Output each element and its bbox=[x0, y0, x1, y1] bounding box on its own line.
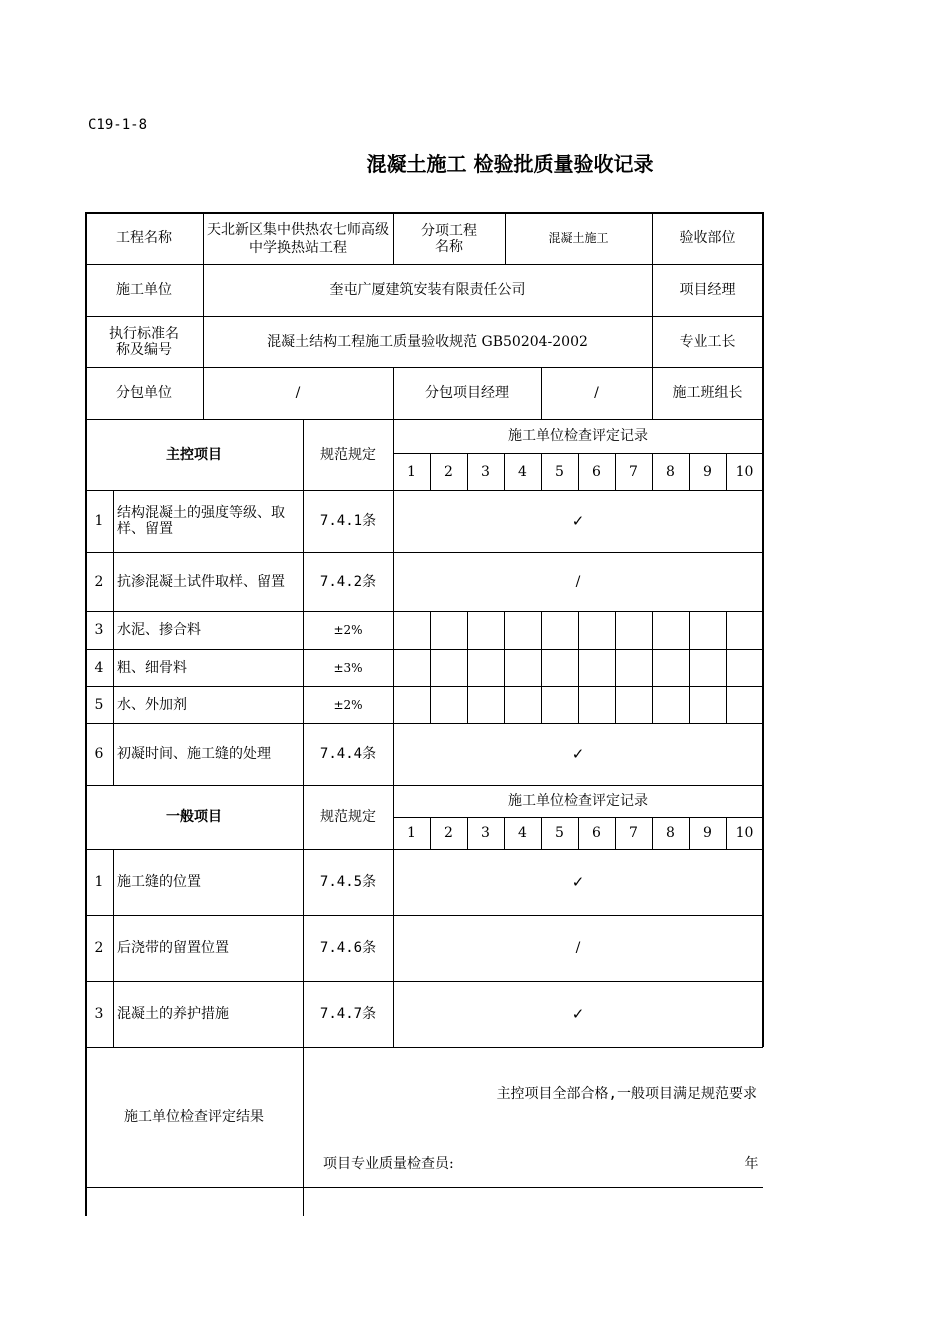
main-spec-heading: 规范规定 bbox=[320, 446, 376, 463]
subcontractor: / bbox=[295, 385, 301, 401]
result-label: 施工单位检查评定结果 bbox=[124, 1109, 264, 1125]
main-col-header: 8 bbox=[666, 463, 675, 480]
sub-pm: / bbox=[594, 385, 599, 401]
general-spec-heading: 规范规定 bbox=[320, 809, 376, 825]
table-row-no: 5 bbox=[94, 696, 104, 713]
team-leader-label: 施工班组长 bbox=[672, 385, 743, 401]
table-row-name: 后浇带的留置位置 bbox=[117, 940, 229, 956]
pm-label: 项目经理 bbox=[679, 282, 736, 298]
table-row-result: ✓ bbox=[571, 873, 585, 891]
table-row-no: 4 bbox=[94, 659, 104, 676]
table-row-name: 初凝时间、施工缝的处理 bbox=[117, 746, 271, 762]
general-col-header: 7 bbox=[629, 825, 638, 841]
general-record-heading: 施工单位检查评定记录 bbox=[508, 793, 648, 809]
table-row-spec: 7.4.5条 bbox=[319, 874, 377, 890]
general-col-header: 6 bbox=[592, 825, 601, 841]
inspection-form bbox=[85, 212, 763, 1216]
table-row-spec: 7.4.2条 bbox=[319, 573, 377, 590]
main-col-header: 10 bbox=[735, 463, 754, 480]
table-row-spec: 7.4.6条 bbox=[319, 940, 377, 956]
subcontractor-label: 分包单位 bbox=[116, 385, 172, 401]
main-col-header: 9 bbox=[703, 463, 712, 480]
table-row-spec: ±3% bbox=[333, 660, 363, 675]
main-control-heading: 主控项目 bbox=[166, 446, 222, 463]
main-col-header: 6 bbox=[592, 463, 601, 480]
general-col-header: 2 bbox=[444, 825, 453, 841]
table-row-name: 水、外加剂 bbox=[117, 696, 187, 713]
general-col-header: 5 bbox=[555, 825, 564, 841]
contractor-label: 施工单位 bbox=[116, 282, 172, 298]
accept-part-label: 验收部位 bbox=[679, 230, 736, 246]
table-row-name: 结构混凝土的强度等级、取样、留置 bbox=[117, 505, 285, 537]
main-col-header: 7 bbox=[629, 463, 638, 480]
sub-project-label: 分项工程名称 bbox=[421, 223, 477, 255]
year-label: 年 bbox=[744, 1156, 759, 1172]
general-col-header: 3 bbox=[481, 825, 490, 841]
inspector-label: 项目专业质量检查员: bbox=[323, 1156, 454, 1172]
sub-project: 混凝土施工 bbox=[548, 231, 609, 245]
sub-pm-label: 分包项目经理 bbox=[425, 385, 509, 401]
project-name: 天北新区集中供热农七师高级中学换热站工程 bbox=[207, 222, 389, 256]
general-col-header: 1 bbox=[407, 825, 416, 841]
table-row-spec: ±2% bbox=[333, 623, 363, 637]
main-col-header: 2 bbox=[444, 463, 453, 480]
table-row-result: ✓ bbox=[571, 745, 585, 763]
table-row-no: 3 bbox=[94, 622, 104, 638]
main-col-header: 1 bbox=[407, 463, 416, 480]
general-col-header: 8 bbox=[666, 825, 675, 841]
table-row-name: 施工缝的位置 bbox=[117, 874, 201, 890]
general-heading: 一般项目 bbox=[166, 809, 222, 825]
foreman-label: 专业工长 bbox=[679, 333, 736, 350]
table-row-no: 2 bbox=[94, 940, 104, 956]
table-row-name: 抗渗混凝土试件取样、留置 bbox=[117, 573, 285, 590]
general-col-header: 10 bbox=[735, 825, 754, 841]
table-row-result: / bbox=[575, 940, 581, 956]
table-row-no: 2 bbox=[94, 573, 104, 590]
table-row-no: 1 bbox=[94, 874, 104, 890]
table-row-spec: 7.4.7条 bbox=[319, 1006, 377, 1022]
general-col-header: 9 bbox=[703, 825, 712, 841]
table-row-result: ✓ bbox=[571, 512, 585, 530]
general-col-header: 4 bbox=[518, 825, 527, 841]
project-name-label: 工程名称 bbox=[116, 230, 172, 246]
table-row-name: 水泥、掺合料 bbox=[117, 622, 201, 638]
main-record-heading: 施工单位检查评定记录 bbox=[508, 428, 648, 444]
main-col-header: 3 bbox=[481, 463, 490, 480]
table-row-result: ✓ bbox=[571, 1005, 585, 1023]
table-row-spec: 7.4.1条 bbox=[319, 513, 377, 529]
result-conclusion: 主控项目全部合格,一般项目满足规范要求 bbox=[496, 1086, 757, 1102]
contractor: 奎屯广厦建筑安装有限责任公司 bbox=[329, 282, 526, 298]
table-row-result: / bbox=[575, 573, 581, 590]
table-row-spec: ±2% bbox=[333, 697, 363, 712]
main-col-header: 4 bbox=[518, 463, 527, 480]
standard-label: 执行标准名称及编号 bbox=[109, 325, 179, 358]
standard: 混凝土结构工程施工质量验收规范 GB50204-2002 bbox=[267, 333, 588, 350]
page-title: 混凝土施工 检验批质量验收记录 bbox=[366, 152, 654, 176]
table-row-no: 3 bbox=[94, 1006, 104, 1022]
table-row-name: 粗、细骨料 bbox=[117, 659, 187, 676]
table-row-name: 混凝土的养护措施 bbox=[117, 1006, 229, 1022]
table-row-spec: 7.4.4条 bbox=[319, 746, 377, 762]
table-row-no: 1 bbox=[94, 513, 104, 529]
table-row-no: 6 bbox=[94, 746, 104, 762]
form-code: C19-1-8 bbox=[88, 117, 148, 133]
main-col-header: 5 bbox=[555, 463, 564, 480]
